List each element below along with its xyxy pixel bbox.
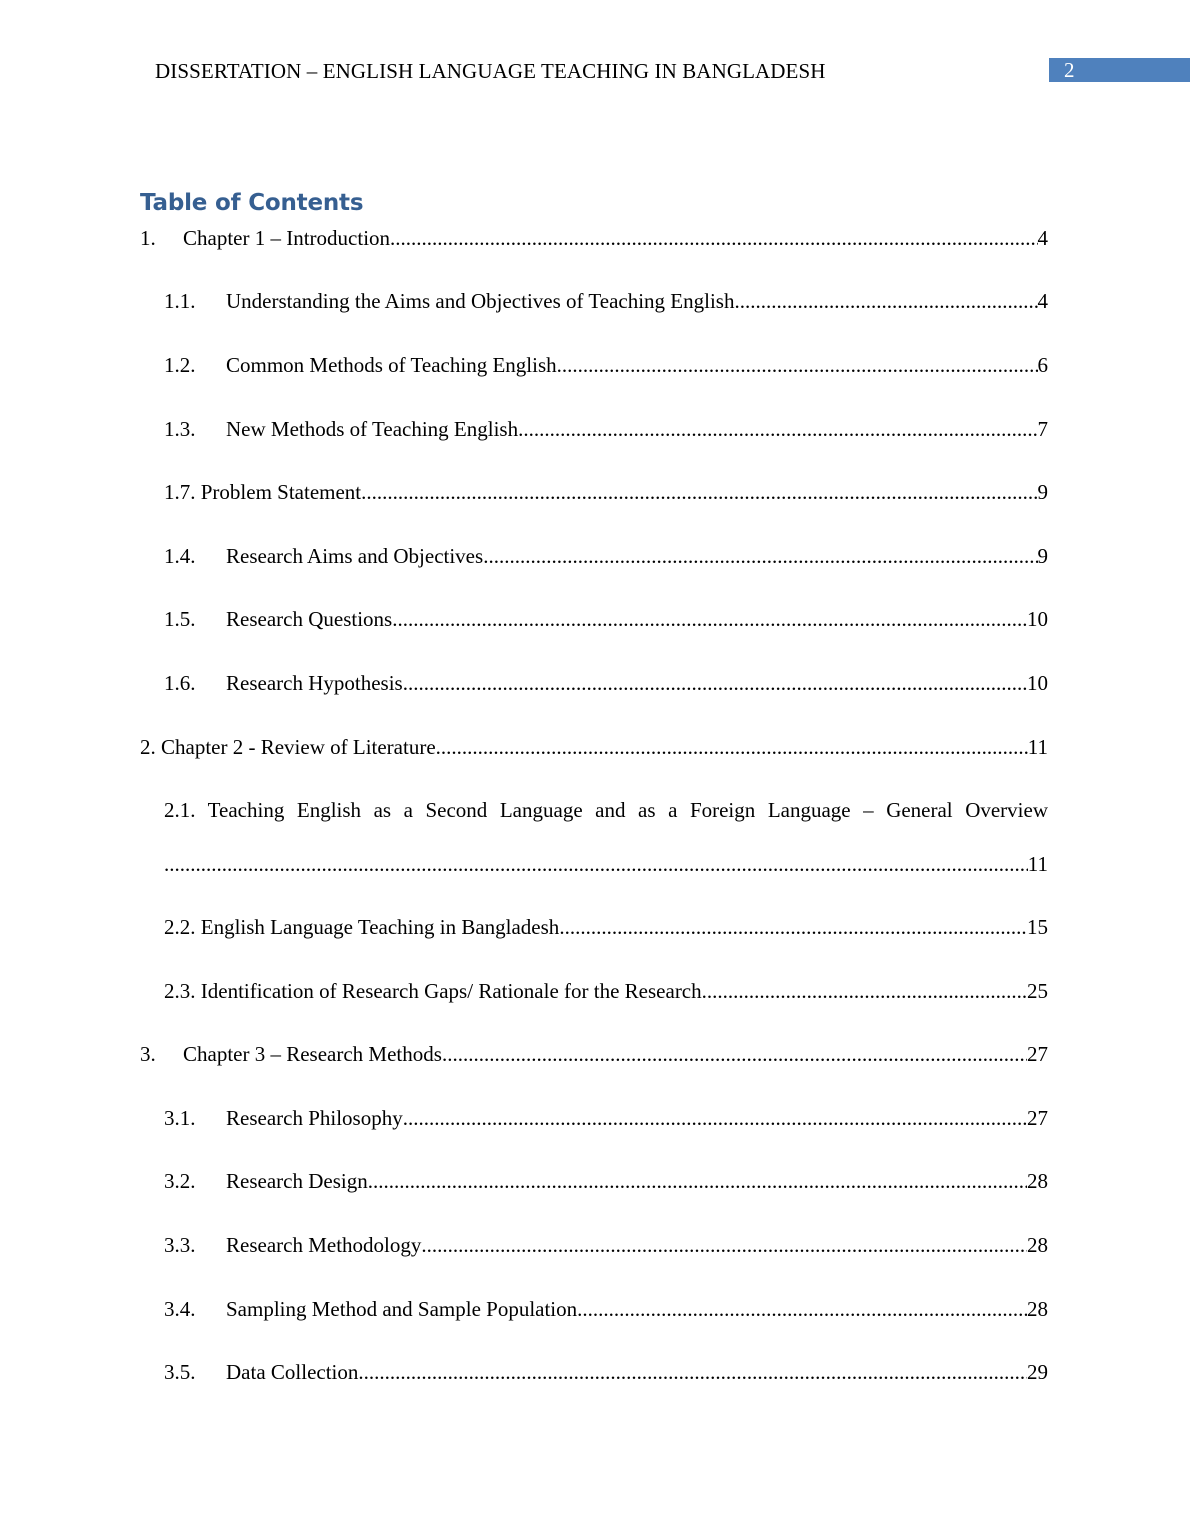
- toc-entry-number: 1.5.: [164, 607, 196, 631]
- page-number-badge: 2: [1049, 58, 1190, 82]
- toc-leader-dots: [392, 604, 1027, 634]
- toc-leader-dots: [557, 350, 1038, 380]
- toc-entry-page: 4: [1037, 289, 1048, 313]
- toc-entry-page: 10: [1027, 607, 1048, 631]
- toc-entry-chapter-2[interactable]: [140, 732, 1048, 762]
- toc-entry-number: 3.4.: [164, 1297, 196, 1321]
- toc-entry-label: Research Methodology: [226, 1233, 422, 1257]
- toc-entry-label: Sampling Method and Sample Population: [226, 1297, 578, 1321]
- toc-entry-number: 3.3.: [164, 1233, 196, 1257]
- toc-entry-label: 2. Chapter 2 - Review of Literature: [140, 735, 436, 759]
- toc-entry-page: 29: [1027, 1360, 1048, 1384]
- toc-entry-page: 28: [1027, 1169, 1048, 1193]
- header-title: DISSERTATION – ENGLISH LANGUAGE TEACHING IN BANGLADESH: [155, 59, 826, 83]
- toc-entry-page: 15: [1027, 915, 1048, 939]
- toc-leader-dots: [436, 732, 1028, 762]
- toc-entry-number: 3.1.: [164, 1106, 196, 1130]
- toc-entry-1-2[interactable]: [164, 350, 1048, 380]
- toc-entry-page: 28: [1027, 1233, 1048, 1257]
- toc-entry-3-2[interactable]: [164, 1166, 1048, 1196]
- toc-entry-number: 3.: [140, 1042, 156, 1066]
- toc-leader-dots: [483, 541, 1037, 571]
- toc-leader-dots: [403, 1103, 1027, 1133]
- toc-entry-number: 1.2.: [164, 353, 196, 377]
- toc-entry-number: 3.5.: [164, 1360, 196, 1384]
- toc-entry-3-4[interactable]: [164, 1294, 1048, 1324]
- toc-entry-label: Understanding the Aims and Objectives of Teaching English: [226, 289, 735, 313]
- toc-entry-label: 2.3. Identification of Research Gaps/ Rationale for the Research: [164, 979, 702, 1003]
- toc-entry-page: 27: [1027, 1042, 1048, 1066]
- toc-entry-number: 1.6.: [164, 671, 196, 695]
- toc-entry-label: Research Questions: [226, 607, 393, 631]
- toc-entry-label: Chapter 3 – Research Methods: [183, 1042, 442, 1066]
- toc-entry-label: Chapter 1 – Introduction: [183, 226, 391, 250]
- toc-entry-number: 3.2.: [164, 1169, 196, 1193]
- toc-entry-label: Common Methods of Teaching English: [226, 353, 557, 377]
- toc-entry-page: 11: [1027, 852, 1048, 876]
- toc-entry-number: 1.: [140, 226, 156, 250]
- toc-leader-dots: [577, 1294, 1027, 1324]
- toc-entry-label: New Methods of Teaching English: [226, 417, 519, 441]
- toc-entry-label: Research Aims and Objectives: [226, 544, 484, 568]
- toc-entry-page: 28: [1027, 1297, 1048, 1321]
- toc-entry-page: 11: [1027, 735, 1048, 759]
- toc-entry-page: 25: [1027, 979, 1048, 1003]
- toc-entry-page: 9: [1037, 480, 1048, 504]
- toc-leader-dots: [164, 849, 1028, 879]
- toc-entry-2-1-continuation[interactable]: [164, 849, 1048, 879]
- toc-entry-page: 6: [1037, 353, 1048, 377]
- toc-leader-dots: [702, 976, 1027, 1006]
- toc-entry-3-3[interactable]: [164, 1230, 1048, 1260]
- toc-leader-dots: [559, 912, 1027, 942]
- toc-entry-page: 7: [1037, 417, 1048, 441]
- toc-entry-label: 2.1. Teaching English as a Second Language and as a Foreign Language – General Overview: [164, 798, 1048, 822]
- toc-entry-1-1[interactable]: [164, 286, 1048, 316]
- toc-entry-3-5[interactable]: [164, 1357, 1048, 1387]
- toc-entry-3-1[interactable]: [164, 1103, 1048, 1133]
- toc-entry-number: 1.4.: [164, 544, 196, 568]
- toc-entry-number: 1.3.: [164, 417, 196, 441]
- toc-entry-2-3[interactable]: [164, 976, 1048, 1006]
- toc-entry-1-6[interactable]: [164, 668, 1048, 698]
- toc-entry-chapter-3[interactable]: [140, 1039, 1048, 1069]
- toc-entry-label: 1.7. Problem Statement: [164, 480, 362, 504]
- toc-title: Table of Contents: [140, 190, 364, 216]
- toc-leader-dots: [361, 477, 1037, 507]
- toc-entry-1-4[interactable]: [164, 541, 1048, 571]
- toc-leader-dots: [421, 1230, 1027, 1260]
- toc-entry-number: 1.1.: [164, 289, 196, 313]
- toc-entry-page: 10: [1027, 671, 1048, 695]
- toc-leader-dots: [518, 414, 1037, 444]
- toc-entry-2-2[interactable]: [164, 912, 1048, 942]
- toc-entry-label: Research Philosophy: [226, 1106, 403, 1130]
- toc-entry-page: 27: [1027, 1106, 1048, 1130]
- toc-entry-1-5[interactable]: [164, 604, 1048, 634]
- toc-leader-dots: [734, 286, 1037, 316]
- toc-leader-dots: [403, 668, 1027, 698]
- toc-leader-dots: [442, 1039, 1027, 1069]
- toc-entry-label: Research Hypothesis: [226, 671, 403, 695]
- toc-entry-label: Data Collection: [226, 1360, 359, 1384]
- toc-entry-page: 9: [1037, 544, 1048, 568]
- toc-entry-1-3[interactable]: [164, 414, 1048, 444]
- toc-entry-2-1[interactable]: [164, 795, 1048, 825]
- toc-leader-dots: [390, 223, 1037, 253]
- toc-entry-label: 2.2. English Language Teaching in Bangladesh: [164, 915, 560, 939]
- toc-leader-dots: [368, 1166, 1027, 1196]
- toc-leader-dots: [358, 1357, 1027, 1387]
- toc-entry-chapter-1[interactable]: [140, 223, 1048, 253]
- toc-entry-1-7[interactable]: [164, 477, 1048, 507]
- toc-entry-page: 4: [1037, 226, 1048, 250]
- toc-entry-label: Research Design: [226, 1169, 368, 1193]
